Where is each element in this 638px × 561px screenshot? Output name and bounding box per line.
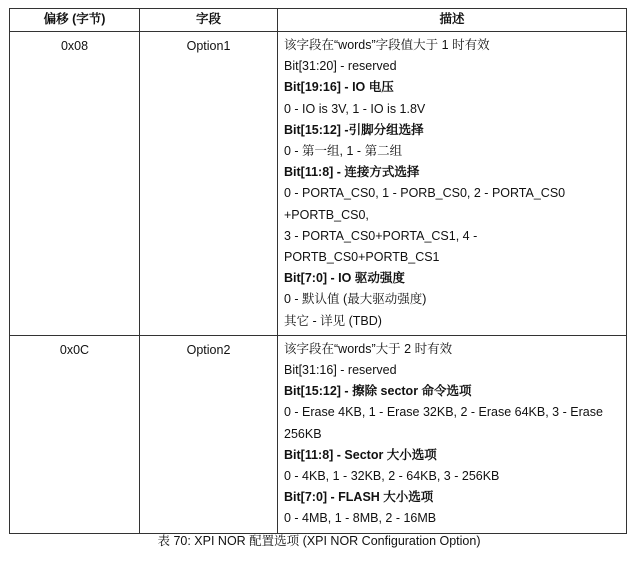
desc-line: 256KB <box>284 426 322 441</box>
header-field: 字段 <box>140 9 278 32</box>
desc-line: 0 - 默认值 (最大驱动强度) <box>284 292 427 307</box>
table-row-option2 <box>10 335 627 533</box>
desc-line: 0 - 第一组, 1 - 第二组 <box>284 144 403 159</box>
desc-line: Bit[31:20] - reserved <box>284 59 397 74</box>
desc-line: 3 - PORTA_CS0+PORTA_CS1, 4 - <box>284 228 478 243</box>
desc-bitfield-heading: Bit[15:12] -引脚分组选择 <box>284 122 424 137</box>
desc-line: +PORTB_CS0, <box>284 207 369 222</box>
config-option-table <box>9 8 627 534</box>
desc-line: 0 - Erase 4KB, 1 - Erase 32KB, 2 - Erase 64KB, 3 - Erase <box>284 405 603 420</box>
desc-bitfield-heading: Bit[19:16] - IO 电压 <box>284 80 394 95</box>
desc-bitfield-heading: Bit[7:0] - IO 驱动强度 <box>284 271 405 286</box>
desc-line: 0 - 4MB, 1 - 8MB, 2 - 16MB <box>284 511 437 526</box>
desc-bitfield-heading: Bit[11:8] - Sector 大小选项 <box>284 447 437 462</box>
offset-cell: 0x08 <box>10 32 140 336</box>
field-cell: Option1 <box>140 32 278 336</box>
description-cell <box>278 335 627 533</box>
offset-cell: 0x0C <box>10 335 140 533</box>
desc-bitfield-heading: Bit[7:0] - FLASH 大小选项 <box>284 490 434 505</box>
desc-line: Bit[31:16] - reserved <box>284 363 397 378</box>
desc-line: 其它 - 详见 (TBD) <box>284 313 382 328</box>
table-row-option1 <box>10 32 627 336</box>
table-caption: 表 70: XPI NOR 配置选项 (XPI NOR Configuration Option) <box>157 534 481 548</box>
header-offset: 偏移 (字节) <box>10 9 140 32</box>
desc-line: 0 - PORTA_CS0, 1 - PORB_CS0, 2 - PORTA_CS0 <box>284 186 566 201</box>
desc-bitfield-heading: Bit[11:8] - 连接方式选择 <box>284 165 420 180</box>
header-description: 描述 <box>278 9 627 32</box>
field-cell: Option2 <box>140 335 278 533</box>
desc-line: 该字段在“words”字段值大于 1 时有效 <box>284 38 490 52</box>
description-cell <box>278 32 627 336</box>
table-header-row <box>10 9 627 32</box>
desc-line: 该字段在“words”大于 2 时有效 <box>284 341 453 356</box>
desc-bitfield-heading: Bit[15:12] - 擦除 sector 命令选项 <box>284 384 472 399</box>
desc-line: PORTB_CS0+PORTB_CS1 <box>284 250 440 265</box>
desc-line: 0 - 4KB, 1 - 32KB, 2 - 64KB, 3 - 256KB <box>284 469 500 484</box>
desc-line: 0 - IO is 3V, 1 - IO is 1.8V <box>284 101 426 116</box>
